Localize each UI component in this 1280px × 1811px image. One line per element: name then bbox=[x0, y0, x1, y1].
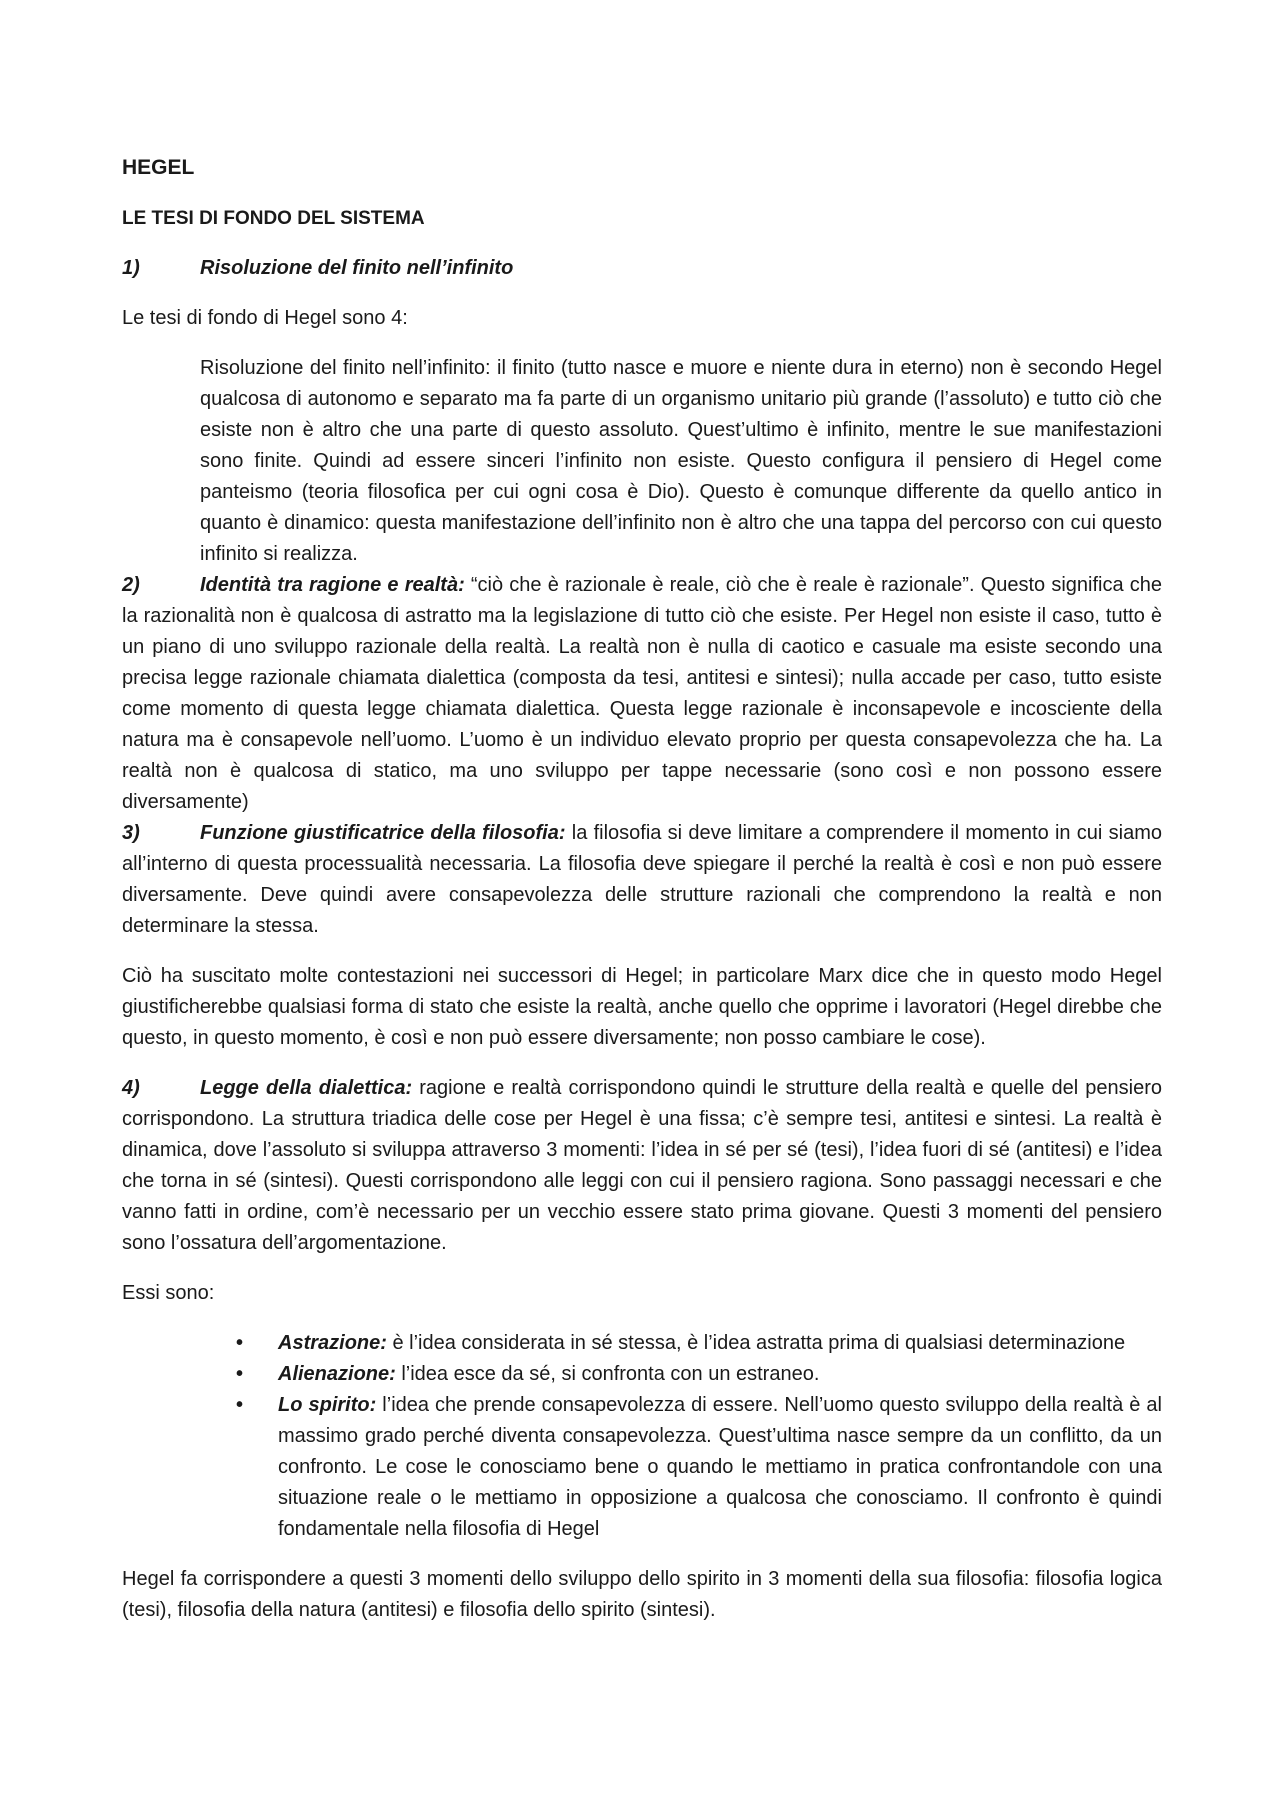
moment-term: Astrazione: bbox=[278, 1332, 387, 1354]
marx-paragraph: Ciò ha suscitato molte contestazioni nei successori di Hegel; in particolare Marx dice che in questo modo Hegel giustificherebbe qualsiasi forma di stato che esiste la realtà, anche quello che opprime i lavoratori (Hegel direbbe che questo, in questo momento, è così e non può essere diversamente; non posso cambiare le cose). bbox=[122, 965, 1162, 1049]
closing-paragraph: Hegel fa corrispondere a questi 3 momenti dello sviluppo dello spirito in 3 momenti della sua filosofia: filosofia logica (tesi), filosofia della natura (antitesi) e filosofia dello spirito (sintesi). bbox=[122, 1568, 1162, 1621]
bullet-icon: • bbox=[236, 1332, 244, 1354]
bullet-icon: • bbox=[236, 1363, 244, 1385]
thesis-3-number: 3) bbox=[122, 822, 140, 844]
document-title: HEGEL bbox=[122, 156, 195, 179]
thesis-1-title: Risoluzione del finito nell’infinito bbox=[200, 257, 514, 279]
thesis-1-number: 1) bbox=[122, 257, 140, 279]
list-item bbox=[236, 1359, 1162, 1390]
section-title: LE TESI DI FONDO DEL SISTEMA bbox=[122, 208, 425, 229]
thesis-4-title: Legge della dialettica: bbox=[200, 1077, 413, 1099]
moments-intro: Essi sono: bbox=[122, 1282, 215, 1304]
moment-term: Alienazione: bbox=[278, 1363, 396, 1385]
thesis-3-body: la filosofia si deve limitare a comprendere il momento in cui siamo all’interno di questa processualità necessaria. La filosofia deve spiegare il perché la realtà è così e non può essere diversamente. Deve quindi avere consapevolezza delle strutture razionali che comprendono la realtà e non determinare la stessa. bbox=[122, 822, 1162, 937]
moment-term: Lo spirito: bbox=[278, 1394, 377, 1416]
thesis-4-paragraph bbox=[122, 1073, 1162, 1259]
thesis-3-title: Funzione giustificatrice della filosofia: bbox=[200, 822, 566, 844]
thesis-4-body: ragione e realtà corrispondono quindi le strutture della realtà e quelle del pensiero corrispondono. La struttura triadica delle cose per Hegel è una fissa; c’è sempre tesi, antitesi e sintesi. La realtà è dinamica, dove l’assoluto si sviluppa attraverso 3 momenti: l’idea in sé per sé (tesi), l’idea fuori di sé (antitesi) e l’idea che torna in sé (sintesi). Questi corrispondono alle leggi con cui il pensiero ragiona. Sono passaggi necessari e che vanno fatti in ordine, com’è necessario per un vecchio essere stato prima giovane. Questi 3 momenti del pensiero sono l’ossatura dell’argomentazione. bbox=[122, 1077, 1162, 1254]
intro-paragraph: Le tesi di fondo di Hegel sono 4: bbox=[122, 307, 408, 329]
thesis-1-body: Risoluzione del finito nell’infinito: il finito (tutto nasce e muore e niente dura in eterno) non è secondo Hegel qualcosa di autonomo e separato ma fa parte di un organismo unitario più grande (l’assoluto) e tutto ciò che esiste non è altro che una parte di questo assoluto. Quest’ultimo è infinito, mentre le sue manifestazioni sono finite. Quindi ad essere sinceri l’infinito non esiste. Questo configura il pensiero di Hegel come panteismo (teoria filosofica per cui ogni cosa è Dio). Questo è comunque differente da quello antico in quanto è dinamico: questa manifestazione dell’infinito non è altro che una tappa del percorso con cui questo infinito si realizza. bbox=[200, 357, 1162, 565]
moment-text: l’idea esce da sé, si confronta con un estraneo. bbox=[395, 1363, 820, 1385]
list-item bbox=[236, 1328, 1162, 1359]
thesis-4-number: 4) bbox=[122, 1077, 140, 1099]
thesis-2-body: “ciò che è razionale è reale, ciò che è reale è razionale”. Questo significa che la razionalità non è qualcosa di astratto ma la legislazione di tutto ciò che esiste. Per Hegel non esiste il caso, tutto è un piano di uno sviluppo razionale della realtà. La realtà non è nulla di caotico e casuale ma esiste secondo una precisa legge razionale chiamata dialettica (composta da tesi, antitesi e sintesi); nulla accade per caso, tutto esiste come momento di questa legge chiamata dialettica. Questa legge razionale è inconsapevole e incosciente della natura ma è consapevole nell’uomo. L’uomo è un individuo elevato proprio per questa consapevolezza che ha. La realtà non è qualcosa di statico, ma uno sviluppo per tappe necessarie (sono così e non possono essere diversamente) bbox=[122, 574, 1163, 813]
thesis-2-title: Identità tra ragione e realtà: bbox=[200, 574, 465, 596]
thesis-1-heading bbox=[122, 253, 1162, 284]
bullet-icon: • bbox=[236, 1394, 244, 1416]
document-body bbox=[122, 152, 1162, 1626]
moment-text: l’idea che prende consapevolezza di essere. Nell’uomo questo sviluppo della realtà è al massimo grado perché diventa consapevolezza. Quest’ultima nasce sempre da un conflitto, da un confronto. Le cose le conosciamo bene o quando le mettiamo in pratica confrontandole con una situazione reale o le mettiamo in opposizione a qualcosa che conosciamo. Il confronto è quindi fondamentale nella filosofia di Hegel bbox=[278, 1394, 1163, 1540]
list-item bbox=[236, 1390, 1163, 1545]
moment-text: è l’idea considerata in sé stessa, è l’idea astratta prima di qualsiasi determinazione bbox=[386, 1332, 1126, 1354]
thesis-2-paragraph bbox=[122, 570, 1162, 818]
thesis-2-number: 2) bbox=[122, 574, 140, 596]
thesis-3-paragraph bbox=[122, 818, 1162, 942]
moments-list bbox=[122, 1328, 1162, 1545]
